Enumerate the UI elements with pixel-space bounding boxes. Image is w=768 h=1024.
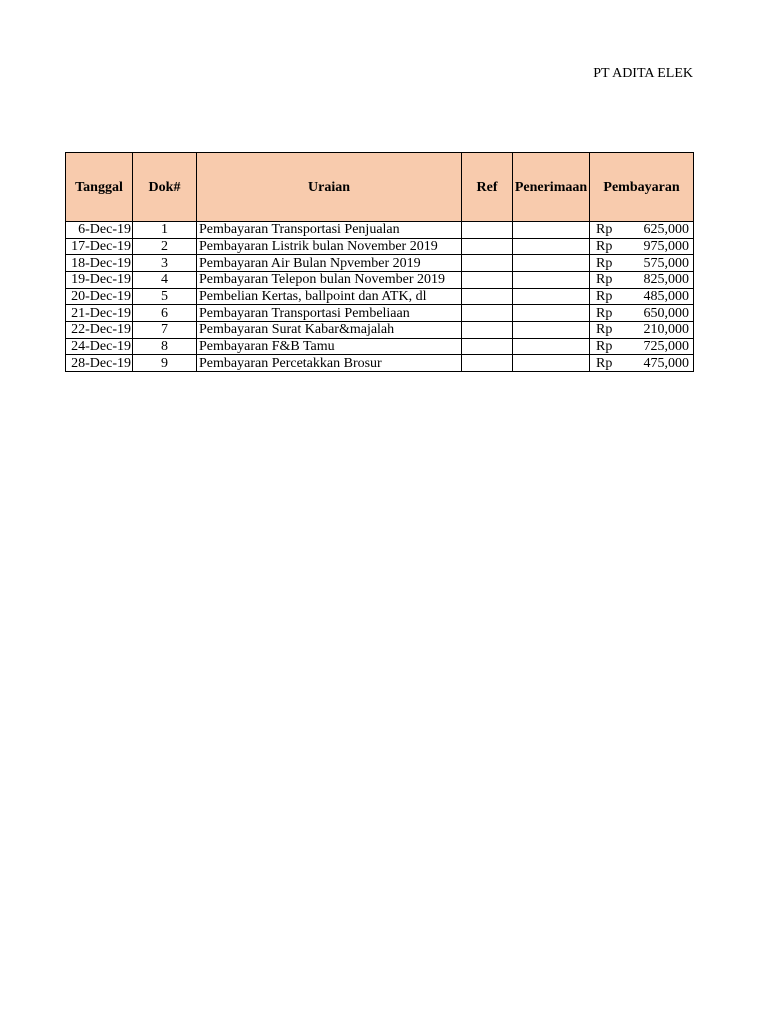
tanggal-cell: 17-Dec-19 xyxy=(66,238,133,255)
uraian-cell: Pembayaran F&B Tamu xyxy=(197,338,462,355)
penerimaan-cell xyxy=(513,288,590,305)
ref-cell xyxy=(462,321,513,338)
column-header-dok: Dok# xyxy=(133,153,197,222)
currency-label: Rp xyxy=(596,338,613,354)
tanggal-cell: 28-Dec-19 xyxy=(66,355,133,372)
column-header-penerimaan: Penerimaan xyxy=(513,153,590,222)
tanggal-cell: 24-Dec-19 xyxy=(66,338,133,355)
currency-label: Rp xyxy=(596,255,613,271)
table-row xyxy=(66,321,694,338)
table-row xyxy=(66,255,694,272)
table-header xyxy=(66,153,694,222)
penerimaan-cell xyxy=(513,238,590,255)
currency-label: Rp xyxy=(596,305,613,321)
dok-cell: 9 xyxy=(133,355,197,372)
uraian-cell: Pembayaran Surat Kabar&majalah xyxy=(197,321,462,338)
penerimaan-cell xyxy=(513,355,590,372)
ref-cell xyxy=(462,355,513,372)
dok-cell: 8 xyxy=(133,338,197,355)
ref-cell xyxy=(462,255,513,272)
currency-label: Rp xyxy=(596,272,613,288)
dok-cell: 4 xyxy=(133,271,197,288)
currency-label: Rp xyxy=(596,288,613,304)
dok-cell: 6 xyxy=(133,305,197,322)
tanggal-cell: 20-Dec-19 xyxy=(66,288,133,305)
dok-cell: 7 xyxy=(133,321,197,338)
amount-value: 725,000 xyxy=(643,338,689,354)
table-row xyxy=(66,288,694,305)
ref-cell xyxy=(462,305,513,322)
amount-value: 575,000 xyxy=(643,255,689,271)
pembayaran-cell xyxy=(590,338,694,355)
penerimaan-cell xyxy=(513,305,590,322)
penerimaan-cell xyxy=(513,255,590,272)
ref-cell xyxy=(462,288,513,305)
dok-cell: 3 xyxy=(133,255,197,272)
amount-value: 475,000 xyxy=(643,355,689,371)
amount-value: 975,000 xyxy=(643,238,689,254)
table-row xyxy=(66,222,694,239)
table-row xyxy=(66,238,694,255)
penerimaan-cell xyxy=(513,321,590,338)
uraian-cell: Pembayaran Listrik bulan November 2019 xyxy=(197,238,462,255)
currency-label: Rp xyxy=(596,222,613,238)
amount-value: 825,000 xyxy=(643,272,689,288)
currency-label: Rp xyxy=(596,322,613,338)
amount-value: 625,000 xyxy=(643,222,689,238)
amount-value: 650,000 xyxy=(643,305,689,321)
table-row xyxy=(66,338,694,355)
pembayaran-cell xyxy=(590,271,694,288)
dok-cell: 2 xyxy=(133,238,197,255)
tanggal-cell: 6-Dec-19 xyxy=(66,222,133,239)
tanggal-cell: 18-Dec-19 xyxy=(66,255,133,272)
column-header-pembayaran: Pembayaran xyxy=(590,153,694,222)
uraian-cell: Pembayaran Transportasi Penjualan xyxy=(197,222,462,239)
table-row xyxy=(66,355,694,372)
pembayaran-cell xyxy=(590,355,694,372)
table-body xyxy=(66,222,694,372)
header-row xyxy=(66,153,694,222)
penerimaan-cell xyxy=(513,338,590,355)
ref-cell xyxy=(462,238,513,255)
pembayaran-cell xyxy=(590,255,694,272)
dok-cell: 1 xyxy=(133,222,197,239)
pembayaran-cell xyxy=(590,288,694,305)
table-row xyxy=(66,305,694,322)
uraian-cell: Pembayaran Transportasi Pembeliaan xyxy=(197,305,462,322)
column-header-ref: Ref xyxy=(462,153,513,222)
tanggal-cell: 19-Dec-19 xyxy=(66,271,133,288)
column-header-uraian: Uraian xyxy=(197,153,462,222)
dok-cell: 5 xyxy=(133,288,197,305)
amount-value: 485,000 xyxy=(643,288,689,304)
currency-label: Rp xyxy=(596,238,613,254)
ref-cell xyxy=(462,338,513,355)
uraian-cell: Pembelian Kertas, ballpoint dan ATK, dl xyxy=(197,288,462,305)
pembayaran-cell xyxy=(590,222,694,239)
column-header-tanggal: Tanggal xyxy=(66,153,133,222)
tanggal-cell: 22-Dec-19 xyxy=(66,321,133,338)
pembayaran-cell xyxy=(590,305,694,322)
tanggal-cell: 21-Dec-19 xyxy=(66,305,133,322)
company-name: PT ADITA ELEK xyxy=(593,66,693,81)
uraian-cell: Pembayaran Air Bulan Npvember 2019 xyxy=(197,255,462,272)
ref-cell xyxy=(462,222,513,239)
penerimaan-cell xyxy=(513,271,590,288)
pembayaran-cell xyxy=(590,321,694,338)
ref-cell xyxy=(462,271,513,288)
uraian-cell: Pembayaran Percetakkan Brosur xyxy=(197,355,462,372)
journal-table xyxy=(65,152,694,372)
table-row xyxy=(66,271,694,288)
pembayaran-cell xyxy=(590,238,694,255)
penerimaan-cell xyxy=(513,222,590,239)
amount-value: 210,000 xyxy=(643,322,689,338)
uraian-cell: Pembayaran Telepon bulan November 2019 xyxy=(197,271,462,288)
currency-label: Rp xyxy=(596,355,613,371)
